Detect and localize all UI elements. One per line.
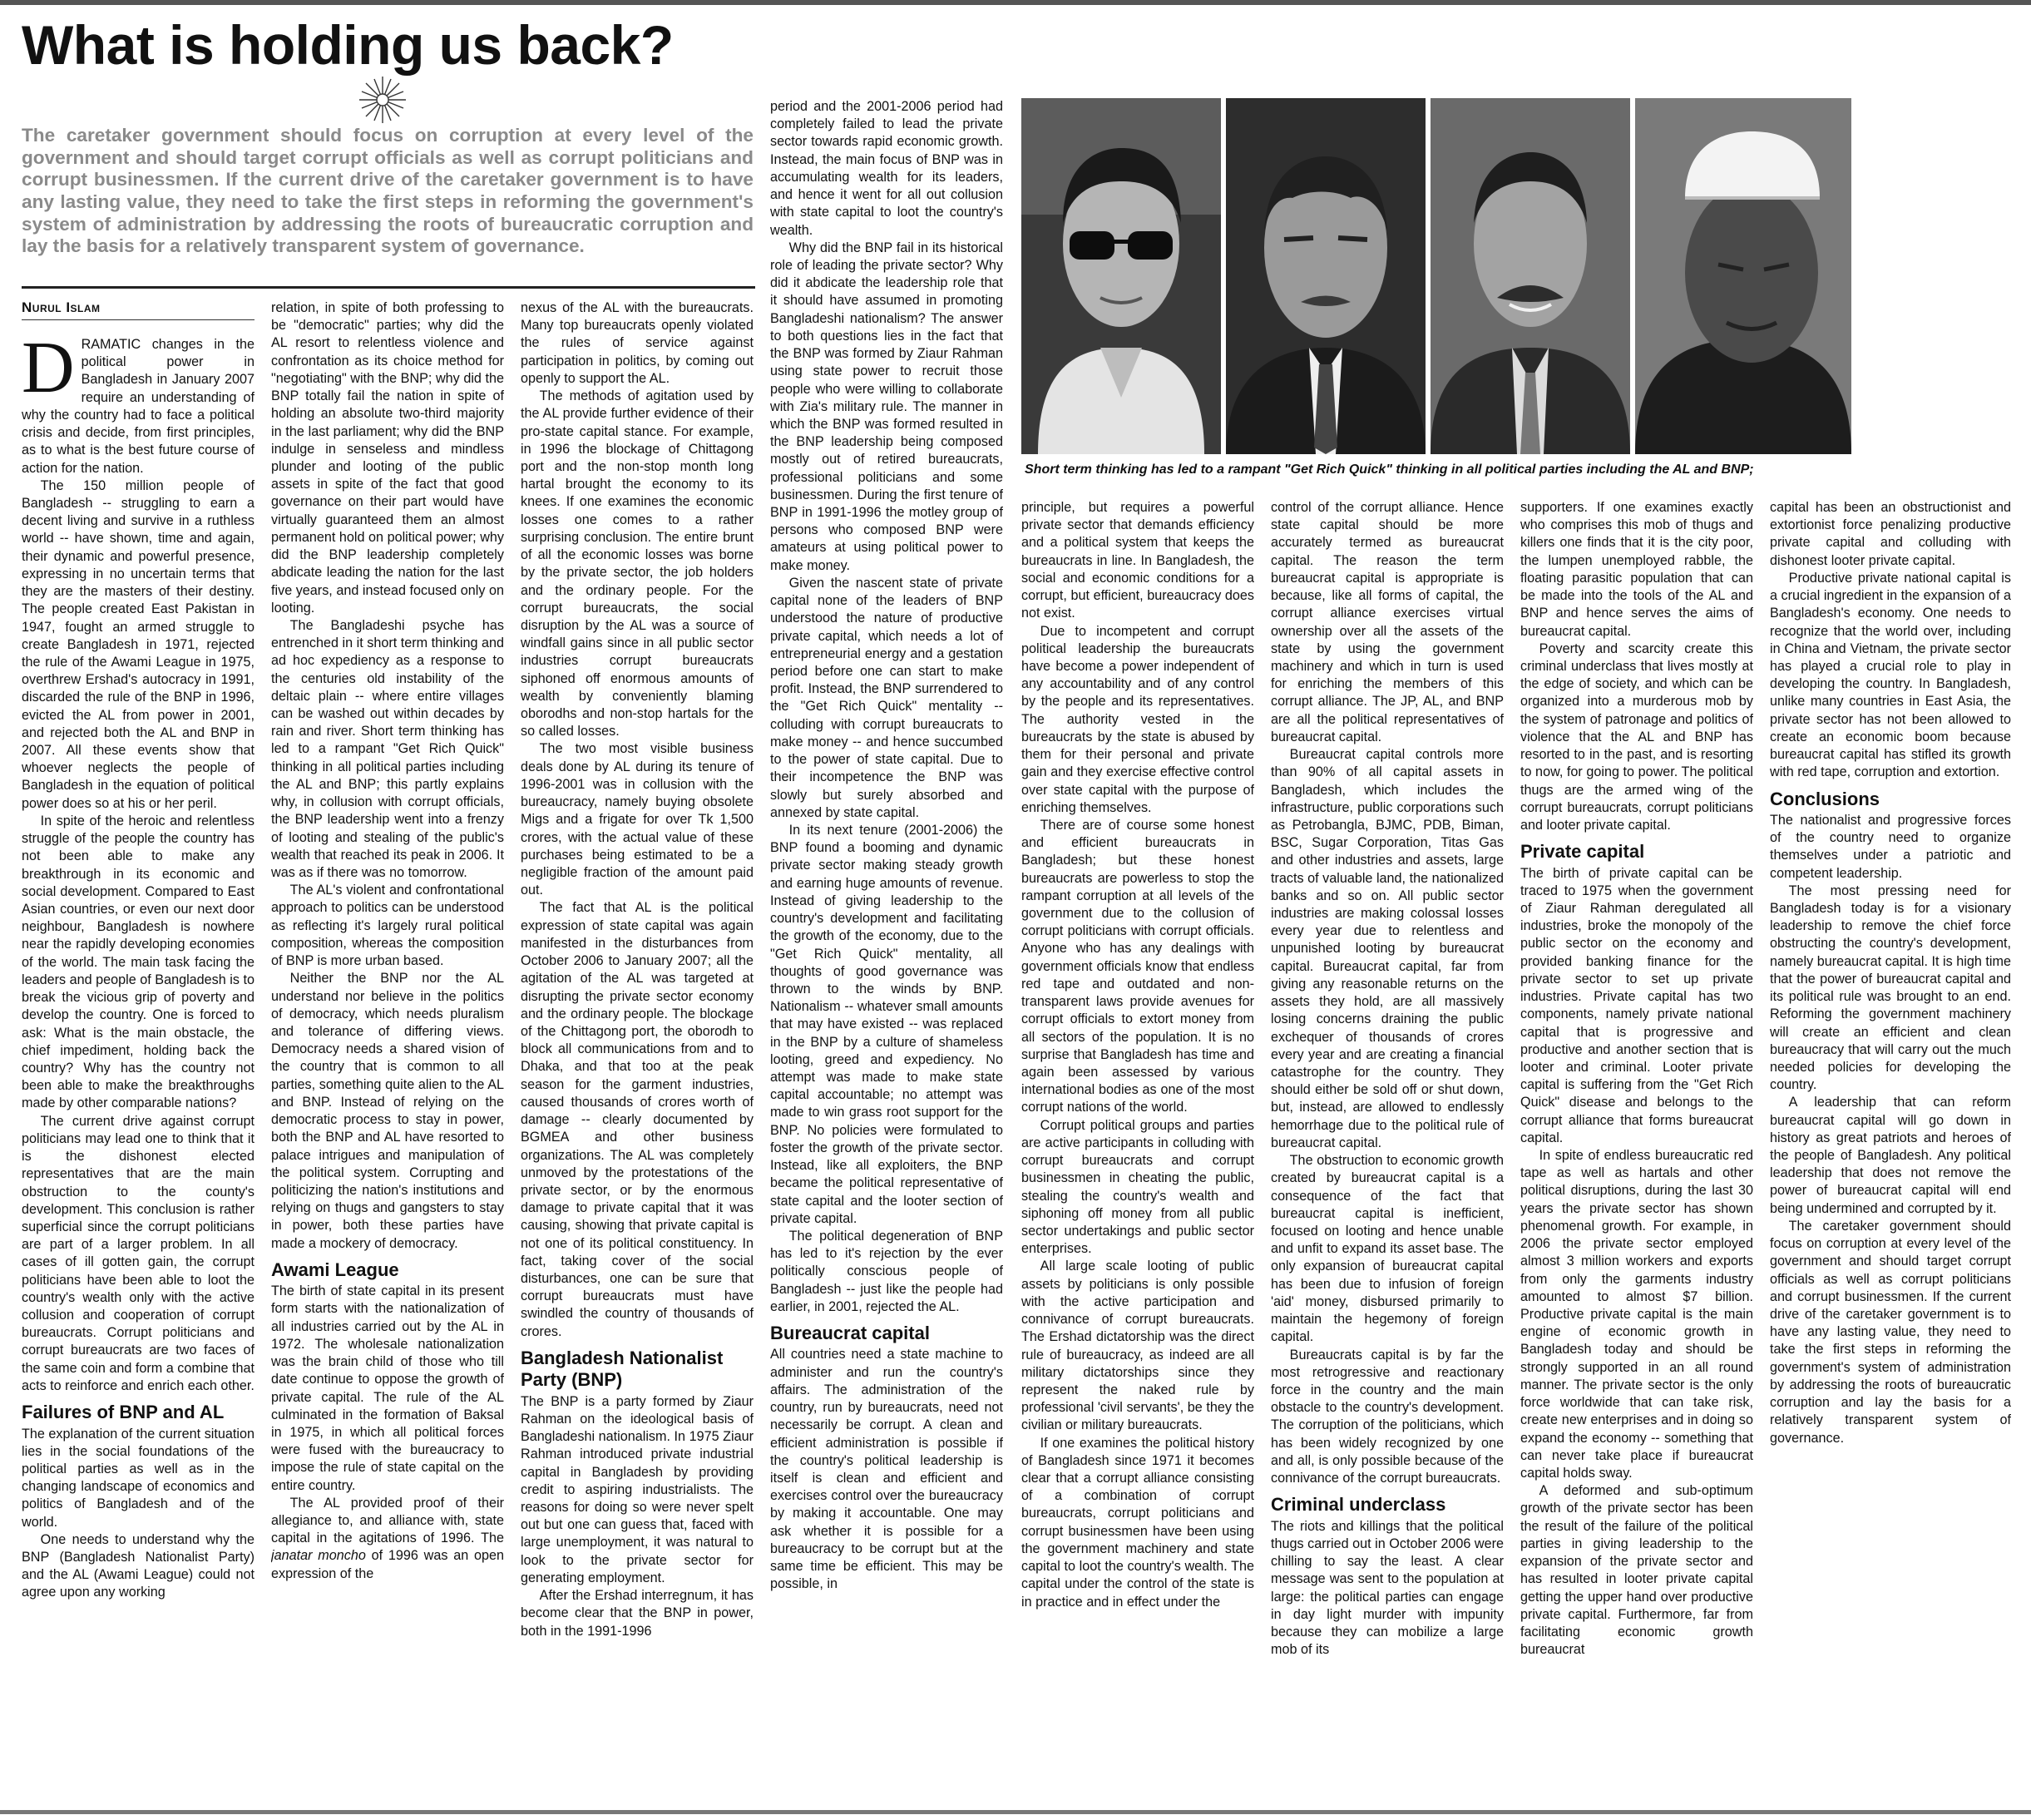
paragraph: If one examines the political history of Bangladesh since 1971 it becomes clear that a corrupt alliance consisting of a combination of corrupt bureaucrats, corrupt politicians and corrupt businessmen have been using the government machinery and state capital to loot the country's wealth. The capital under the control of the state is in practice and in effect under the — [1021, 1435, 1254, 1610]
portrait-photo-4 — [1635, 98, 1851, 454]
paragraph: capital has been an obstructionist and extortionist force penalizing productive private capital and colluding with dishonest looter private capital. — [1770, 500, 2011, 568]
paragraph: In its next tenure (2001-2006) the BNP found a booming and dynamic private sector making steady growth and earning huge amounts of revenue. Instead of giving leadership to the country's development and facilitating the growth of the economy, due to the "Get Rich Quick" mentality, all thoughts of good governance was thrown to the winds by BNP. Nationalism -- whatever small amounts that may have existed -- was replaced in the BNP by a culture of shameless looting, greed and expediency. No attempt was made to make state capital accountable; no attempt was made to win grass root support for the BNP. No policies were formulated to foster the growth of the private sector. Instead, like all exploiters, the BNP became the political representative of state capital and the looter section of private capital. — [770, 822, 1003, 1226]
paragraph: A leadership that can reform bureaucrat capital will go down in history as great patriots and heroes of the people of Bangladesh. Any political leadership that does not remove the power of bureaucrat capital will end being undermined and corrupted by it. — [1770, 1095, 2011, 1216]
article-column-1 — [22, 336, 254, 1805]
byline-divider — [22, 319, 254, 320]
article-column-3 — [521, 299, 754, 1805]
paragraph: Corrupt political groups and parties are active participants in colluding with corrupt bureaucrats and corrupt businessmen in cheating the public, stealing the country's wealth and siphoning off money from all public sector undertakings and public sector enterprises. — [1021, 1117, 1254, 1257]
bottom-rule — [0, 1810, 2031, 1814]
paragraph: Productive private national capital is a crucial ingredient in the expansion of a Bangladesh's economy. One needs to recognize that the world over, including in China and Vietnam, the private sector has played a crucial role to play in developing the country. In Bangladesh, unlike many countries in East Asia, the private sector has not been allowed to create an economic boom because bureaucrat capital has stifled its growth with red tape, corruption and extortion. — [1770, 570, 2011, 780]
paragraph: A deformed and sub-optimum growth of the private sector has been the result of the failure of the political parties in giving leadership to the expansion of the private sector and has resulted in looter private capital getting the upper hand over productive private capital. Furthermore, far from facilitating economic growth bureaucrat — [1520, 1483, 1753, 1658]
article-column-5 — [1021, 499, 1254, 1805]
photo-caption: Short term thinking has led to a rampant "Get Rich Quick" thinking in all political parties including the AL and BNP; — [1025, 462, 1754, 477]
section-heading: Criminal underclass — [1271, 1494, 1446, 1516]
top-rule — [0, 0, 2031, 5]
paragraph: Poverty and scarcity create this criminal underclass that lives mostly at the edge of society, and which can be organized into a murderous mob by the system of patronage and politics of violence that the AL and BNP has resorted to in the past, and is resorting to now, for going to power. The political thugs are the armed wing of the corrupt bureaucrats, corrupt politicians and looter private capital. — [1520, 640, 1753, 833]
section-heading: Conclusions — [1770, 788, 1880, 809]
paragraph: Given the nascent state of private capital none of the leaders of BNP understood the nature of productive private capital, which needs a lot of entrepreneurial energy and a gestation period before one can start to make profit. Instead, the BNP surrendered to the "Get Rich Quick" mentality -- colluding with corrupt bureaucrats to make money -- and hence succumbed to the power of state capital. Due to their incompetence the BNP was slowly but surely absorbed and annexed by state capital. — [770, 575, 1003, 820]
paragraph: The political degeneration of BNP has led to it's rejection by the ever politically conscious people of Bangladesh -- just like the people had earlier, in 2001, rejected the AL. — [770, 1229, 1003, 1314]
article-column-7 — [1520, 499, 1753, 1805]
drop-cap: D — [22, 336, 75, 408]
paragraph: period and the 2001-2006 period had completely failed to lead the private sector towards rapid economic growth. Instead, the main focus of BNP was in accumulating wealth for its leaders, and hence it went for all out collusion with state capital to loot the country's wealth. — [770, 99, 1003, 238]
paragraph: In spite of endless bureaucratic red tape as well as hartals and other political disruptions, during the last 30 years the private sector has shown phenomenal growth. For example, in 2006 the private sector employed almost 3 million workers and exports from only the garments industry amounted to almost $7 billion. Productive private capital is the main engine of economic growth in Bangladesh today and should be strongly supported in an all round manner. The private sector is the only force worldwide that can take risk, create new enterprises and in doing so expand the economy -- something that can never take place if bureaucrat capital holds sway. — [1520, 1148, 1753, 1481]
article-column-6 — [1271, 499, 1504, 1805]
article-column-8 — [1770, 499, 2011, 1805]
paragraph: The AL's violent and confrontational approach to politics can be understood as reflecting it's largely rural political composition, whereas the composition of BNP is more urban based. — [271, 883, 504, 969]
paragraph: relation, in spite of both professing to be "democratic" parties; why did the AL resort to relentless violence and confrontation as its choice method for "negotiating" with the BNP; why did the BNP totally fail the nation in spite of holding an absolute two-third majority in the last parliament; why did the BNP indulge in senseless and mindless plunder and looting of the public assets in spite of the fact that good governance on their part would have virtually guaranteed them an almost permanent hold on political power; why did the BNP leadership completely abdicate leading the nation for the last five years, and instead focused only on looting. — [271, 300, 504, 616]
opening-paragraph: DRAMATIC changes in the political power in Bangladesh in January 2007 require an understanding of why the country had to face a political crisis and decide, from first principles, as to what is the best future course of action for the nation. — [22, 336, 254, 476]
portrait-photo-3 — [1431, 98, 1630, 454]
paragraph: In spite of the heroic and relentless struggle of the people the country has not been able to make any breakthrough in its economic and social development. Compared to East Asian countries, or even our next door neighbour, Bangladesh is nowhere near the rapidly developing economies of the world. The main task facing the leaders and people of Bangladesh is to break the vicious grip of poverty and develop the country. One is forced to ask: What is the main obstacle, the chief impediment, holding back the country? Why has the country not been able to make the breakthroughs made by other comparable nations? — [22, 813, 254, 1111]
paragraph: All countries need a state machine to administer and run the country's affairs. The administration of the country, run by bureaucrats, need not necessarily be corrupt. A clean and efficient administration is possible if the country's political leadership is itself is clean and efficient and exercises control over the bureaucracy by making it accountable. One may ask whether it is possible for a bureaucracy to be corrupt but at the same time be efficient. This may be possible, in — [770, 1347, 1003, 1592]
paragraph: Why did the BNP fail in its historical role of leading the private sector? Why did it abdicate the leadership role that it should have assumed in promoting Bangladeshi nationalism? The answer to both questions lies in the fact that the BNP was formed by Ziaur Rahman using state power to recruit those people who were willing to collaborate with Zia's military rule. The manner in which the BNP was formed resulted in the BNP leadership being composed mostly out of retired bureaucrats, professional politicians and some businessmen. During the first tenure of BNP in 1991-1996 the motley group of persons who composed BNP were amateurs at using political power to make money. — [770, 240, 1003, 573]
paragraph: The caretaker government should focus on corruption at every level of the government and should target corrupt officials as well as corrupt politicians and corrupt businessmen. If the current drive of the caretaker government is to have any lasting value, they need to take the first steps in reforming the government's system of administration by addressing the roots of bureaucratic corruption and lay the basis for a relatively transparent system of governance. — [1770, 1218, 2011, 1446]
paragraph: The riots and killings that the political thugs carried out in October 2006 were chilling to say the least. A clear message was sent to the population at large: the political parties can engage in day light murder with impunity because they can mobilize a large mob of its — [1271, 1518, 1504, 1658]
paragraph: The methods of agitation used by the AL provide further evidence of their pro-state capital stance. For example, in 1996 the blockage of Chittagong port and the non-stop month long hartal brought the economy to its knees. If one examines the economic losses one comes to a rather surprising conclusion. The entire brunt of all the economic losses was borne by the private sector, the job holders and the ordinary people. For the corrupt bureaucrats, the social disruption by the AL was a source of windfall gains since in all public sector industries corrupt bureaucrats siphoned off enormous amounts of wealth by conveniently blaming oborodhs and non-stop hartals for the so called losses. — [521, 388, 754, 739]
paragraph: The explanation of the current situation lies in the social foundations of the political parties as well as in the changing landscape of economics and politics of Bangladesh and of the world. — [22, 1426, 254, 1530]
paragraph: The AL provided proof of their allegiance to, and alliance with, state capital in the agitations of 1996. The janatar moncho of 1996 was an open expression of the — [271, 1495, 504, 1581]
photo-strip — [1021, 98, 2011, 454]
article-column-4 — [770, 98, 1003, 1805]
paragraph: principle, but requires a powerful private sector that demands efficiency and a political system that keeps the bureaucrats in line. In Bangladesh, the social and economic conditions for a corrupt, but efficient, bureaucracy does not exist. — [1021, 500, 1254, 621]
paragraph: The obstruction to economic growth created by bureaucrat capital is a consequence of the fact that bureaucrat capital is inefficient, focused on looting and hence unable and unfit to expand its asset base. The only expansion of bureaucrat capital has been due to infusion of foreign 'aid' money, disbursed primarily to maintain the hegemony of foreign capital. — [1271, 1153, 1504, 1345]
paragraph: The 150 million people of Bangladesh -- struggling to earn a decent living and survive in a ruthless world -- have shown, time and again, their dynamic and powerful presence, expressing in no uncertain terms that they are the masters of their destiny. The people created East Pakistan in 1947, fought an armed struggle to create Bangladesh in 1971, rejected the rule of the Awami League in 1975, overthrew Ershad's autocracy in 1991, discarded the rule of the BNP in 1996, evicted the AL from power in 2001, and rejected both the AL and BNP in 2007. All these events show that whoever neglects the people of Bangladesh in the equation of political power does so at his or her peril. — [22, 477, 254, 811]
paragraph: The BNP is a party formed by Ziaur Rahman on the ideological basis of Bangladeshi nationalism. In 1975 Ziaur Rahman introduced private industrial capital in Bangladesh by providing credit to aspiring industrialists. The reasons for doing so were never spelt out but one can guess that, faced with large unemployment, it was natural to look to the private sector for generating employment. — [521, 1393, 754, 1585]
paragraph: Neither the BNP nor the AL understand nor believe in the politics of democracy, which needs pluralism and tolerance of differing views. Democracy needs a shared vision of the country that is common to all parties, something quite alien to the AL and BNP. Instead of relying on the democratic process to stay in power, both the BNP and AL have resorted to palace intrigues and manipulation of the political system. Corrupting and politicizing the nation's institutions and relying on thugs and gangsters to stay in power, both these parties have made a mockery of democracy. — [271, 971, 504, 1251]
headline: What is holding us back? — [22, 14, 674, 76]
paragraph: All large scale looting of public assets by politicians is only possible with the active participation and connivance of corrupt bureaucrats. The Ershad dictatorship was the direct rule of bureaucracy, as indeed are all military dictatorships since they represent the naked rule by professional 'civil servants', be they the civilian or military bureaucrats. — [1021, 1259, 1254, 1433]
paragraph: The Bangladeshi psyche has entrenched in it short term thinking and ad hoc expediency as a response to the centuries old instability of the deltaic plain -- where entire villages can be washed out within decades by rain and river. Short term thinking has led to a rampant "Get Rich Quick" thinking in all political parties including the AL and BNP; this partly explains why, in collusion with corrupt officials, the BNP leadership went into a frenzy of looting and stealing of the public's wealth that reached its peak in 2006. It was as if there was no tomorrow. — [271, 617, 504, 880]
lead-paragraph: The caretaker government should focus on corruption at every level of the government and should target corrupt officials as well as corrupt politicians and corrupt businessmen. If the current drive of the caretaker government is to have any lasting value, they need to take the first steps in reforming the government's system of administration by addressing the roots of bureaucratic corruption and lay the basis for a relatively transparent system of governance. — [22, 125, 754, 257]
paragraph: nexus of the AL with the bureaucrats. Many top bureaucrats openly violated the rules of service against participation in politics, by coming out openly to support the AL. — [521, 300, 754, 386]
section-heading: Failures of BNP and AL — [22, 1402, 225, 1423]
paragraph: Due to incompetent and corrupt political leadership the bureaucrats have become a power independent of any accountability and of any control by the people and its representatives. The authority vested in the bureaucrats by the state is abused by them for their personal and private gain and they exercise effective control over state capital with the purpose of enriching themselves. — [1021, 623, 1254, 815]
lead-divider — [22, 286, 755, 289]
section-heading: Bangladesh Nationalist Party (BNP) — [521, 1347, 724, 1391]
section-heading: Private capital — [1520, 841, 1645, 863]
paragraph: Bureaucrats capital is by far the most retrogressive and reactionary force in the country and the main obstacle to the country's development. The corruption of the politicians, which has been widely recognized by one and all, is only possible because of the connivance of the corrupt bureaucrats. — [1271, 1347, 1504, 1486]
paragraph: The current drive against corrupt politicians may lead one to think that it is the dishonest elected representatives that are the main obstruction to the county's development. This conclusion is rather superficial since the corrupt politicians are part of a larger problem. In all cases of ill gotten gain, the corrupt politicians have been able to loot the country's wealth only with the active collusion and cooperation of corrupt bureaucrats. Corrupt politicians and corrupt bureaucrats are two faces of the same coin and form a combine that acts to reinforce and enrich each other. — [22, 1113, 254, 1393]
paragraph: The most pressing need for Bangladesh today is for a visionary leadership to remove the chief force obstructing the country's development, namely bureaucrat capital. It is high time that the power of bureaucrat capital and its political rule was brought to an end. Reforming the government machinery will create an efficient and clean bureaucracy that will carry out the much needed policies for developing the country. — [1770, 883, 2011, 1093]
paragraph: The fact that AL is the political expression of state capital was again manifested in the disturbances from October 2006 to January 2007; all the agitation of the AL was targeted at disrupting the private sector economy and the ordinary people. The blockage of the Chittagong port, the oborodh to block all communications from and to Dhaka, and that too at the peak season for the garment industries, caused thousands of crores worth of damage -- clearly documented by BGMEA and other business organizations. The AL was completely unmoved by the protestations of the private sector, or by the enormous damage to private capital that it was causing, showing that private capital is not one of its political constituency. In fact, taking cover of the social disturbances, one can be sure that corrupt bureaucrats must have swindled the country of thousands of crores. — [521, 900, 754, 1339]
section-heading: Awami League — [271, 1259, 399, 1280]
paragraph: The birth of state capital in its present form starts with the nationalization of all industries carried out by the AL in 1972. The wholesale nationalization was the brain child of those who till date continue to oppose the growth of private capital. The rule of the AL culminated in the formation of Baksal in 1975, in which all political forces were fused with the bureaucracy to impose the rule of state capital on the entire country. — [271, 1283, 504, 1493]
article-column-2 — [271, 299, 504, 1805]
italic-term: janatar moncho — [271, 1548, 366, 1564]
portrait-photo-2 — [1226, 98, 1426, 454]
paragraph: The nationalist and progressive forces of the country need to organize themselves under a patriotic and competent leadership. — [1770, 812, 2011, 881]
section-heading: Bureaucrat capital — [770, 1323, 930, 1344]
paragraph: supporters. If one examines exactly who comprises this mob of thugs and killers one finds that it is the city poor, the lumpen unemployed rabble, the floating parasitic population that can be made into the tools of the AL and BNP and hence serves the aims of bureaucrat capital. — [1520, 500, 1753, 639]
portrait-photo-1 — [1021, 98, 1221, 454]
paragraph: After the Ershad interregnum, it has become clear that the BNP in power, both in the 1991-1996 — [521, 1588, 754, 1639]
paragraph: The birth of private capital can be traced to 1975 when the government of Ziaur Rahman deregulated all industries, broke the monopoly of the public sector on the economy and provided banking finance for the private sector to set up private industries. Private capital has two components, namely private national capital that is progressive and productive and another section that is looter and criminal. Looter private capital is suffering from the "Get Rich Quick" disease and belongs to the corrupt alliance that forms bureaucrat capital. — [1520, 865, 1753, 1145]
byline: Nurul Islam — [22, 299, 101, 315]
starburst-ornament — [358, 75, 408, 125]
paragraph: The two most visible business deals done by AL during its tenure of 1996-2001 was in collusion with the bureaucracy, namely buying obsolete Migs and a frigate for over Tk 1,500 crores, with the actual value of these purchases being estimated to be a negligible fraction of the amount paid out. — [521, 741, 754, 898]
paragraph: One needs to understand why the BNP (Bangladesh Nationalist Party) and the AL (Awami League) could not agree upon any working — [22, 1531, 254, 1600]
paragraph: Bureaucrat capital controls more than 90% of all capital assets in Bangladesh, which includes the infrastructure, public corporations such as Petrobangla, BJMC, PDB, Biman, BSC, Sugar Corporation, Titas Gas and other industries and assets, large tracts of valuable land, the nationalized banks and so on. All public sector industries are making colossal losses every year due to relentless and unpunished looting by bureaucrat capital. Bureaucrat capital, far from giving any reasonable returns on the assets they hold, are all massively losing concerns draining the public exchequer of thousands of crores every year and are creating a financial catastrophe for the country. They should either be sold off or shut down, but, instead, are allowed to endlessly hemorrhage due to the political rule of bureaucrat capital. — [1271, 747, 1504, 1150]
paragraph: control of the corrupt alliance. Hence state capital should be more accurately termed as bureaucrat capital. The reason the term bureaucrat capital is appropriate is because, like all forms of capital, the corrupt alliance exercises virtual ownership over all the assets of the state by using the government machinery and which in turn is used for enriching the members of this corrupt alliance. The JP, AL, and BNP are all the political representatives of bureaucrat capital. — [1271, 500, 1504, 744]
paragraph: There are of course some honest and efficient bureaucrats in Bangladesh; but these honest bureaucrats are powerless to stop the rampant corruption at all levels of the government due to the collusion of corrupt politicians with corrupt officials. Anyone who has any dealings with government officials know that endless red tape and outdated and non-transparent laws provide avenues for corrupt officials to extort money from all sectors of the population. It is no surprise that Bangladesh has time and again been assessed by various international bodies as one of the most corrupt nations of the world. — [1021, 817, 1254, 1115]
